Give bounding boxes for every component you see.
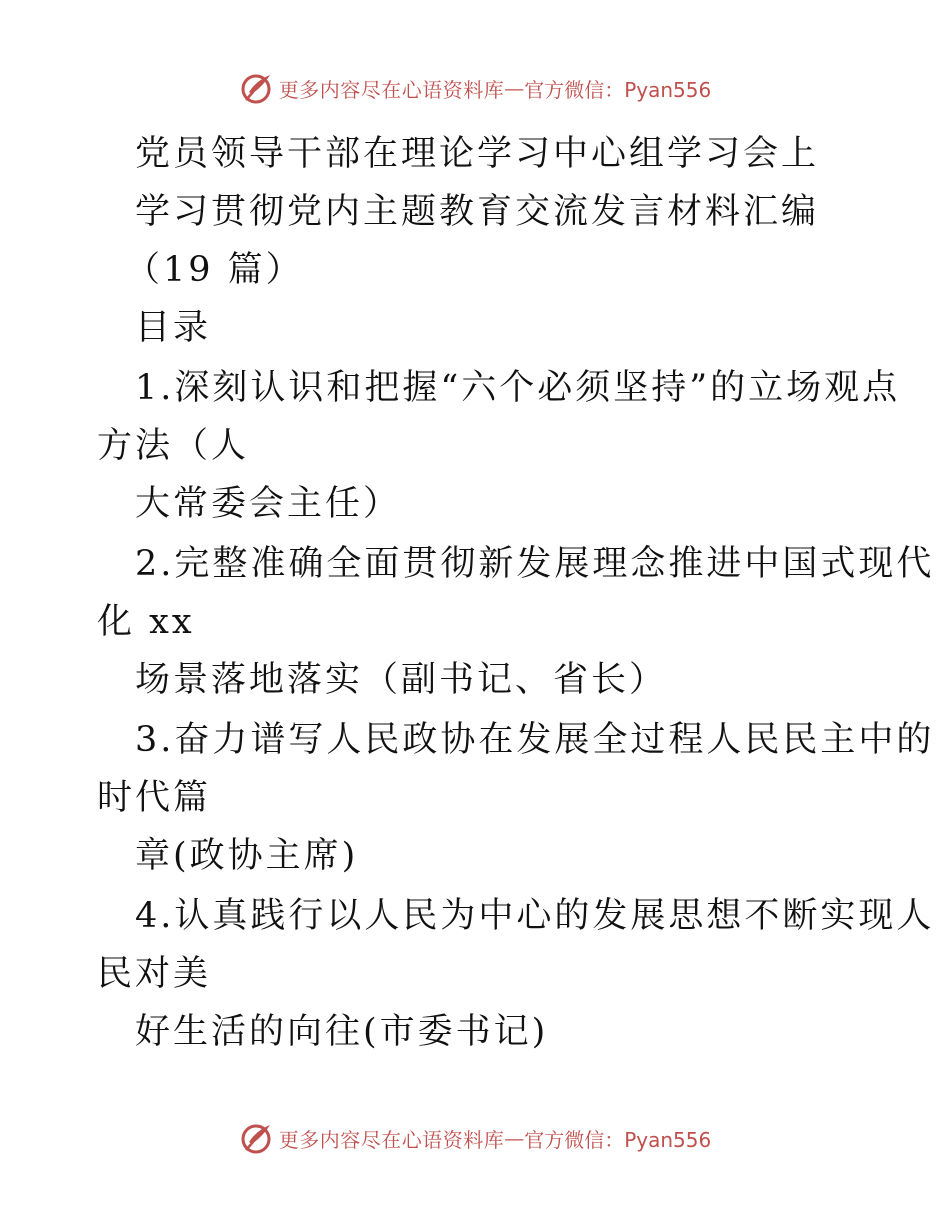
toc-item-3-line-3: 章(政协主席) <box>135 836 359 876</box>
quill-logo-icon <box>239 70 275 106</box>
toc-item-2-line-2: 化 xx <box>97 602 195 642</box>
toc-item-2-line-3: 场景落地落实（副书记、省长） <box>135 660 668 700</box>
toc-item-1-line-1: 1.深刻认识和把握“六个必须坚持”的立场观点 <box>135 368 901 408</box>
banner-title: 更多内容尽在心语资料库 <box>278 77 505 102</box>
doc-count: （19 篇） <box>125 250 304 290</box>
banner-contact: 官方微信：Pyan556 <box>524 1127 712 1152</box>
banner-dash: — <box>504 76 525 100</box>
toc-item-2-line-1: 2.完整准确全面贯彻新发展理念推进中国式现代 <box>135 544 935 584</box>
doc-title-line-1: 党员领导干部在理论学习中心组学习会上 <box>135 134 820 174</box>
toc-item-3-line-1: 3.奋力谱写人民政协在发展全过程人民民主中的 <box>135 720 935 760</box>
toc-item-1-line-2: 方法（人 <box>97 426 250 466</box>
doc-title-line-2: 学习贯彻党内主题教育交流发言材料汇编 <box>135 192 820 232</box>
toc-item-4-line-1: 4.认真践行以人民为中心的发展思想不断实现人 <box>135 896 935 936</box>
quill-logo-icon <box>239 1120 275 1156</box>
footer-banner <box>0 1118 950 1158</box>
banner-dash: — <box>504 1126 525 1150</box>
toc-item-1-line-3: 大常委会主任） <box>135 484 402 524</box>
toc-item-4-line-2: 民对美 <box>97 954 212 994</box>
toc-item-4-line-3: 好生活的向往(市委书记) <box>135 1012 549 1052</box>
banner-contact: 官方微信：Pyan556 <box>524 77 712 102</box>
banner-title: 更多内容尽在心语资料库 <box>278 1127 505 1152</box>
toc-heading: 目录 <box>135 308 212 348</box>
header-banner <box>0 68 950 108</box>
toc-item-3-line-2: 时代篇 <box>97 778 212 818</box>
